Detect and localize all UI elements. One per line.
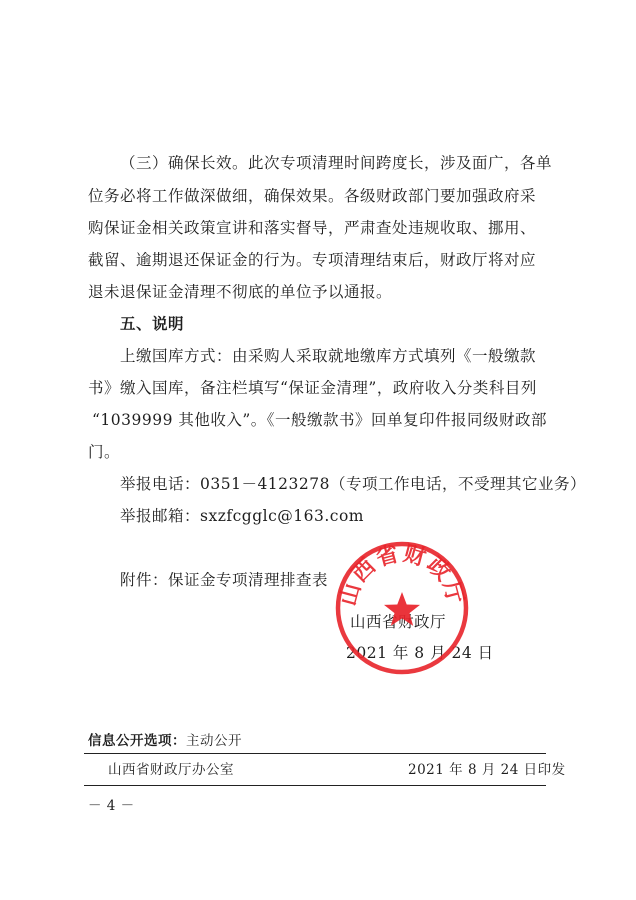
paragraph-line: 购保证金相关政策宣讲和落实督导，严肃查处违规收取、挪用、 [88,219,537,237]
footer-bottom-rule [84,785,546,786]
signature-date: 2021 年 8 月 24 日 [346,644,494,662]
disclosure-value: 主动公开 [186,733,242,749]
report-phone: 举报电话：0351－4123278（专项工作电话，不受理其它业务） [120,475,586,493]
paragraph-line: （三）确保长效。此次专项清理时间跨度长，涉及面广，各单 [120,154,553,172]
section-heading: 五、说明 [120,315,185,333]
note-line: 上缴国库方式：由采购人采取就地缴库方式填列《一般缴款 [120,347,537,365]
note-line: 门。 [88,443,121,461]
svg-text:山西省财政厅: 山西省财政厅 [336,541,468,609]
disclosure-option [88,730,242,751]
official-seal-stamp [332,538,472,678]
footer-top-rule [84,753,546,754]
seal-star-icon [384,592,420,626]
print-date: 2021 年 8 月 24 日印发 [408,762,566,778]
paragraph-line: 退未退保证金清理不彻底的单位予以通报。 [88,283,393,301]
report-email: 举报邮箱：sxzfcgglc@163.com [120,507,364,525]
signature-org: 山西省财政厅 [350,613,447,631]
attachment-line: 附件：保证金专项清理排查表 [120,571,329,589]
paragraph-line: 截留、逾期退还保证金的行为。专项清理结束后，财政厅将对应 [88,251,537,269]
disclosure-label: 信息公开选项： [88,733,186,749]
paragraph-line: 位务必将工作做深做细，确保效果。各级财政部门要加强政府采 [88,187,537,205]
issuing-office: 山西省财政厅办公室 [108,762,234,778]
page-number: － 4 － [88,798,135,814]
note-line: 书》缴入国库，备注栏填写“保证金清理”，政府收入分类科目列 [88,379,537,397]
note-line: “1039999 其他收入”。《一般缴款书》回单复印件报同级财政部 [92,411,548,429]
